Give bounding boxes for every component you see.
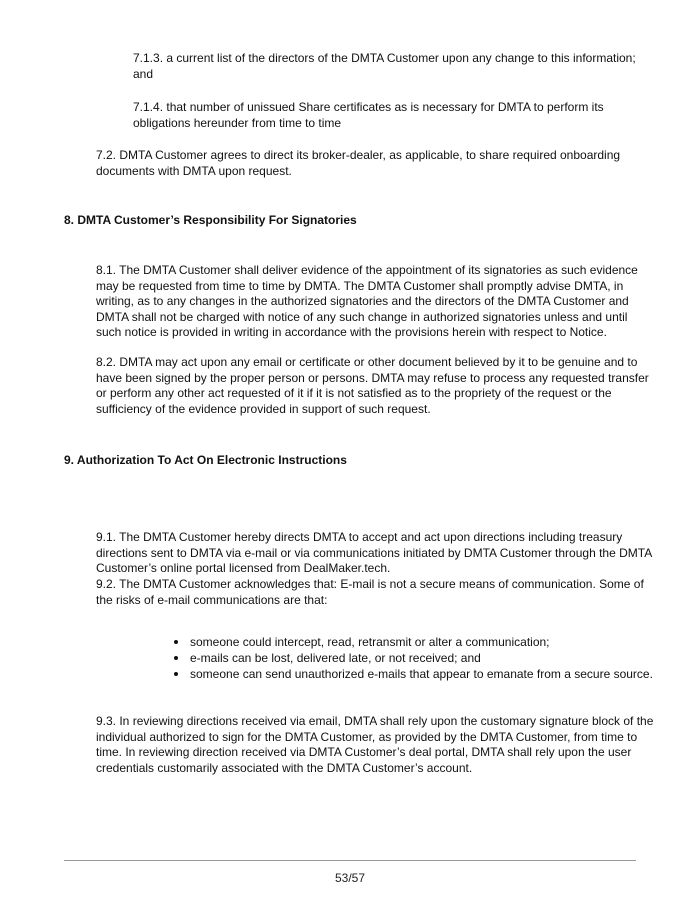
page-number: 53/57 bbox=[334, 871, 366, 885]
clause-8-1: 8.1. The DMTA Customer shall deliver evidence of the appointment of its signatories as such evidence may be requested from time to time by DMTA. The DMTA Customer shall promptly advise DMTA, in writing, as to any changes in the authorized signatories and the directors of the DMTA Customer and DMTA shall not be charged with notice of any such change in authorized signatories unless and until such notice is provided in writing in accordance with the provisions herein with respect to Notice. bbox=[96, 263, 638, 339]
clause-9-1: 9.1. The DMTA Customer hereby directs DMTA to accept and act upon directions including treasury directions sent to DMTA via e-mail or via communications initiated by DMTA Customer through the DMTA Customer’s online portal licensed from DealMaker.tech. bbox=[96, 530, 653, 575]
clause-7-1-4: 7.1.4. that number of unissued Share certificates as is necessary for DMTA to perform its obligations hereunder from time to time bbox=[133, 100, 604, 130]
clause-9-2: 9.2. The DMTA Customer acknowledges that: E-mail is not a secure means of communication. Some of the risks of e-mail communications are that: bbox=[96, 577, 644, 607]
clause-7-2: 7.2. DMTA Customer agrees to direct its broker-dealer, as applicable, to share required onboarding documents with DMTA upon request. bbox=[96, 148, 621, 178]
risk-list bbox=[174, 634, 653, 682]
clause-8-2: 8.2. DMTA may act upon any email or certificate or other document believed by it to be genuine and to have been signed by the proper person or persons. DMTA may refuse to process any requested transfer or perform any other act requested of it if it is not satisfied as to the propriety of the request or the sufficiency of the evidence provided in support of such request. bbox=[96, 355, 649, 416]
footer-divider bbox=[64, 860, 636, 861]
section-8-heading: 8. DMTA Customer’s Responsibility For Signatories bbox=[64, 213, 357, 227]
list-item: someone could intercept, read, retransmit or alter a communication; bbox=[174, 634, 653, 650]
list-item: someone can send unauthorized e-mails that appear to emanate from a secure source. bbox=[174, 666, 653, 682]
clause-9-3: 9.3. In reviewing directions received via email, DMTA shall rely upon the customary signature block of the individual authorized to sign for the DMTA Customer, as provided by the DMTA Customer, from time to time. In reviewing direction received via DMTA Customer’s deal portal, DMTA shall rely upon the user credentials customarily associated with the DMTA Customer’s account. bbox=[96, 714, 654, 775]
clause-7-1-3: 7.1.3. a current list of the directors of the DMTA Customer upon any change to this information; and bbox=[133, 51, 636, 81]
list-item: e-mails can be lost, delivered late, or not received; and bbox=[174, 650, 653, 666]
section-9-heading: 9. Authorization To Act On Electronic Instructions bbox=[64, 453, 347, 467]
